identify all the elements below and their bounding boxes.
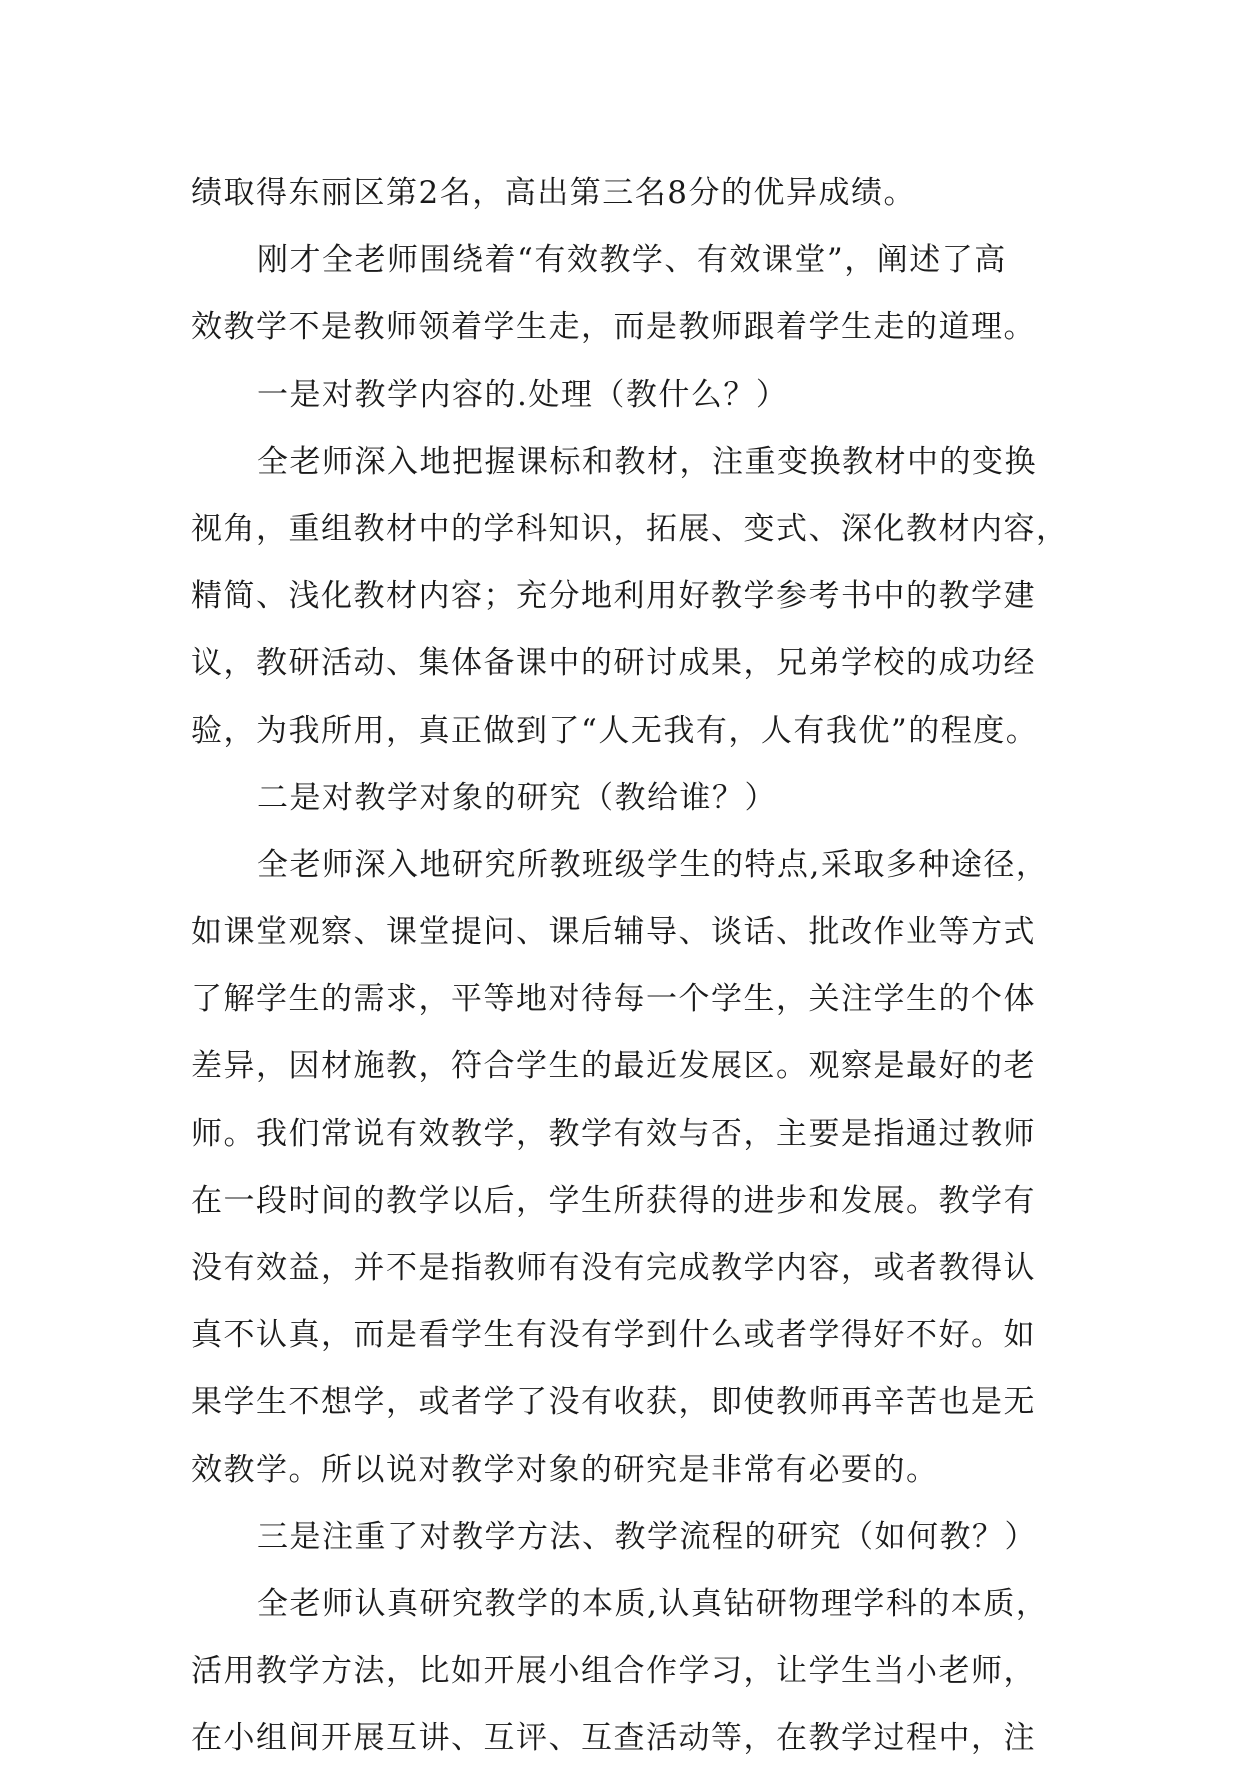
text-line-14: 差异，因材施教，符合学生的最近发展区。观察是最好的老 [191, 1048, 1036, 1085]
text-line-6: 视角，重组教材中的学科知识，拓展、变式、深化教材内容， [191, 510, 1069, 547]
text-line-22: 全老师认真研究教学的本质,认真钻研物理学科的本质， [257, 1585, 1049, 1622]
text-line-11: 全老师深入地研究所教班级学生的特点,采取多种途径， [257, 846, 1049, 883]
text-line-1: 绩取得东丽区第2名，高出第三名8分的优异成绩。 [191, 175, 916, 211]
document-body [191, 160, 1069, 1773]
text-line-2: 刚才全老师围绕着“有效教学、有效课堂”，阐述了高 [257, 242, 1007, 279]
text-line-8: 议，教研活动、集体备课中的研讨成果，兄弟学校的成功经 [191, 645, 1036, 682]
text-line-15: 师。我们常说有效教学，教学有效与否，主要是指通过教师 [191, 1115, 1036, 1152]
section-heading-3: 三是注重了对教学方法、教学流程的研究（如何教？） [257, 1518, 1037, 1555]
text-line-20: 效教学。所以说对教学对象的研究是非常有必要的。 [191, 1451, 939, 1488]
text-line-17: 没有效益，并不是指教师有没有完成教学内容，或者教得认 [191, 1250, 1036, 1286]
text-line-16: 在一段时间的教学以后，学生所获得的进步和发展。教学有 [191, 1182, 1036, 1219]
text-line-12: 如课堂观察、课堂提问、课后辅导、谈话、批改作业等方式 [191, 914, 1036, 951]
text-line-18: 真不认真，而是看学生有没有学到什么或者学得好不好。如 [191, 1317, 1036, 1354]
text-line-5: 全老师深入地把握课标和教材，注重变换教材中的变换 [257, 443, 1037, 480]
text-line-9: 验，为我所用，真正做到了“人无我有，人有我优”的程度。 [191, 712, 1039, 749]
text-line-23: 活用教学方法，比如开展小组合作学习，让学生当小老师， [191, 1653, 1036, 1690]
text-line-24: 在小组间开展互讲、互评、互查活动等，在教学过程中，注 [191, 1720, 1036, 1757]
text-line-7: 精简、浅化教材内容；充分地利用好教学参考书中的教学建 [191, 578, 1036, 615]
text-line-19: 果学生不想学，或者学了没有收获，即使教师再辛苦也是无 [191, 1384, 1036, 1421]
text-line-13: 了解学生的需求，平等地对待每一个学生，关注学生的个体 [191, 981, 1036, 1018]
text-line-3: 效教学不是教师领着学生走，而是教师跟着学生走的道理。 [191, 309, 1036, 346]
section-heading-2: 二是对教学对象的研究（教给谁？） [257, 779, 777, 816]
section-heading-1: 一是对教学内容的.处理（教什么？） [257, 376, 789, 413]
